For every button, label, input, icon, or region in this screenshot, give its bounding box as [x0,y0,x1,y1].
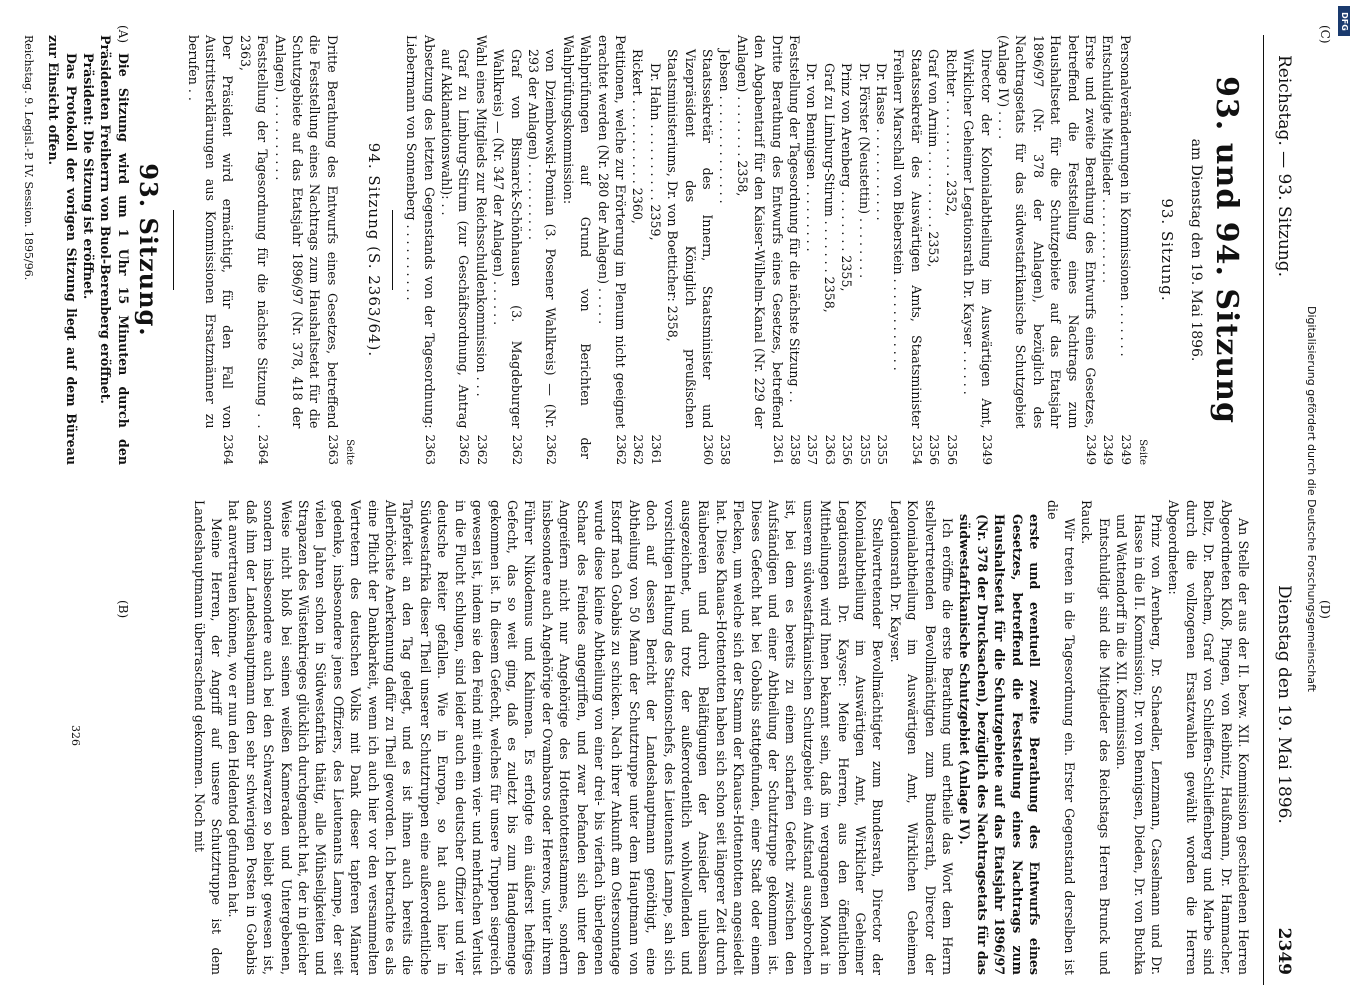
toc-entry [646,35,663,465]
toc-entry [716,35,733,465]
toc-entry [960,35,995,465]
toc-entry-text: Dr. Förster (Neustettin) . . . . . . . . [856,63,872,279]
toc-entry-page: 2355 [875,434,890,465]
toc-entry-page: 2363 [325,434,340,465]
section-divider [392,210,393,290]
minutes-heading: 93. Sitzung. [134,163,164,337]
toc-entry-text: Der Präsident wird ermächtigt, für den Fall von Austrittserklärungen aus Kommissionen Ersatzmänner zu berufen . . [185,35,236,429]
toc-entry [1099,35,1116,465]
toc-entry-text: Rickert . . . . . . . . . . . 2360, [630,49,646,224]
toc-entry-page: 2363 [822,434,837,465]
toc-entry-page: 2362 [544,434,559,465]
kayser-speech: Stellvertretender Bevollmächtigter zum Bundesrath, Director der Kolonialabtheilung im Auswärtigen Amt, Wirklicher Geheimer Legationsrath Dr. Kayser: Meine Herren, aus den öffentlichen Mittheilungen wird Ihnen bekannt sein, daß im vergangenen Monat in unserem südwestafrikanischen Schutzgebiet ein Aufstand ausgebrochen ist, bei dem es bereits zu einem scharfen Gefecht zwischen den Aufständigen und einer Abtheilung der Schutztruppe gekommen ist. Dieses Gefecht hat bei Gobabis stattgefunden, einer Stadt oder einem Flecken, um welche sich der Stamm der Khauas-Hottentotten angesiedelt hat. Diese Khauas-Hottentotten haben sich schon seit längerer Zeit durch Räubereien und durch Beläftigungen der Ansiedler unliebsam ausgezeichnet, und trotz der außerordentlich wohlwollenden und vorsichtigen Haltung des Stationschefs, des Lieutenants Lampe, sah sich doch auf dessen Bericht der Landeshauptmann genöthigt, eine Abtheilung von 50 Mann der Schutztruppe unter dem Hauptmann von Estorff nach Gobabis zu schicken. Nach ihrer Ankunft am Ostersonntage wurde diese kleine Abtheilung von einer drei- bis vierfach überlegenen Schaar des Feindes angegriffen, und zwar befanden sich unter den Angreifern nicht nur Angehörige des Hottentottenstammes, sondern insbesondere auch Angehörige der Ovambaros oder Hereros, unter ihrem Führer Nikodemus und Kahimena. Es erfolgte ein äußerst heftiges Gefecht, das so weit ging, daß es zuletzt bis zum Handgemenge gekommen ist. In diesem Gefecht, welches für unsere Truppen siegreich gewesen ist, indem sie den Feind mit einem vier- und mehrfachen Verlust in die Flucht schlugen, sind leider auch ein deutscher Offizier und vier deutsche Reiter gefallen. Wie in Europa, so hat auch hier in Südwestafrika dieser Theil unserer Schutztruppen eine außerordentliche Tapferkeit an den Tag gelegt, und es ist ihnen auch bereits die Allerhöchste Anerkennung dafür zu Theil geworden. Ich betrachte es als eine Pflicht der Dankbarkeit, wenn ich auch hier vor den versammelten Vertretern des deutschen Volks mit Dank dieser tapferen Männer gedenke, insbesondere jenes Offiziers, des Lieutenants Lampe, der seit vielen Jahren schon in Südwestafrika thätig, alle Mühseligkeiten und Strapazen des Wüstenkrieges glücklich durchgemacht hat, der in gleicher Weise nicht bloß bei seinen weißen Kameraden und Untergebenen, sondern insbesondere auch bei den Schwarzen so beliebt gewesen ist, daß ihm der Landeshauptmann den sehr schwierigen Posten in Gobabis hat anvertrauen können, wo er nun den Heldentod gefunden hat. [226,500,886,975]
right-paragraph: Ich eröffne die erste Berathung und ertheile das Wort dem Herrn stellvertretenden Bevollmächtigten zum Bundesrath, Director der Kolonialabtheilung im Auswärtigen Amt, Wirklichen Geheimen Legationsrath Dr. Kayser. [887,500,956,975]
toc-entry-text: Entschuldigte Mitglieder . . . . . . . . . . . [1100,35,1116,283]
toc-entry-text: Graf zu Limburg-Stirum (zur Geschäftsordnung, Antrag auf Akklamationswahl): . . [438,49,472,429]
toc-entry [1116,35,1133,465]
toc-entry-text: Staatssekretär des Auswärtigen Amts, Staatsminister Freiherr Marschall von Bieberstein . . . . . . . . . . . . [891,49,924,429]
right-paragraph: Entschuldigt sind die Mitglieder des Reichstags Herren Brunck und Rauck. [1079,500,1112,975]
digitization-credit: Digitalisierung gefördert durch die Deutsche Forschungsgemeinschaft [1305,306,1318,692]
toc-entry [438,35,473,465]
toc-entry [271,35,341,465]
toc-entry-page: 2362 [474,434,489,465]
toc-entry [925,35,942,465]
toc-entry-page: 2356 [927,434,942,465]
left-column [21,35,1252,465]
page-footer-number: 326 [69,725,82,746]
toc-entry-page: 2349 [979,434,994,465]
toc-entry [525,35,560,465]
toc-entry-text: Wahlprüfungen auf Grund von Berichten der Wahlprüfungskommission: [560,35,594,459]
toc-entry [855,35,872,465]
section-94-heading: 94. Sitzung (S. 2363/64). [364,142,383,358]
right-paragraph: Meine Herren, der Angriff auf unsere Schutztruppe ist dem Landeshauptmann überraschend gekommen. Noch mit [191,500,225,975]
toc-entry-page: 2357 [805,434,820,465]
toc-entry [629,35,646,465]
margin-letter-c: (C) [1318,25,1332,44]
toc-entry-text: Dr. Hasse . . . . . . . . . . . . [874,63,890,221]
toc-entry-text: Petitionen, welche zur Erörterung im Plenum nicht geeignet erachtet werden (Nr. 280 der Anlagen) . . . . . [595,35,628,429]
toc-entry [786,35,803,465]
toc-entry-page: 2356 [944,434,959,465]
section-93-heading: 93. Sitzung. [1157,198,1176,302]
right-column [102,500,1252,975]
toc-entry-page: 2361 [648,434,663,465]
toc-entry-text: Dritte Berathung des Entwurfs eines Gesetzes, betreffend den Abgabentarif für den Kaiser-Wilhelm-Kanal (Nr. 229 der Anlagen) . . . . . . . . 2358, [734,35,785,429]
toc-entry-page: 2354 [909,434,924,465]
toc-entry-page: 2362 [509,434,524,465]
toc-entry-text: Dritte Berathung des Entwurfs eines Gesetzes, betreffend die Feststellung eines Nachtrags zum Haushaltsetat für die Schutzgebiete auf das Etatsjahr 1896/97 (Nr. 378, 418 der Anlagen) . . . . . . . . . . . [272,35,340,429]
toc-entry-page: 2364 [256,434,271,465]
toc-entry-text: Graf von Bismarck-Schönhausen (3. Magdeburger Wahlkreis) — (Nr. 347 der Anlagen) . . . . . . [491,49,524,429]
toc-entry-text: Dr. von Bennigsen . . . . . . . . . [804,63,820,252]
right-paragraph: An Stelle der aus der II. bezw. XII. Kommission geschiedenen Herren Abgeordneten Kloß, Pingen, von Reibnitz, Haußmann, Dr. Hammacher, Boltz, Dr. Bachem, Graf von Schlieffen-Schlieffenberg und Marbe sind durch die vollzogenen Ersatzwahlen gewählt worden die Herren Abgeordneten: [1166,500,1251,975]
toc-entry-text: Prinz von Arenberg . . . . . . . . 2355, [839,63,855,292]
toc-entry-page: 2362 [614,434,628,465]
toc-entry-page: 2356 [840,434,855,465]
agenda-item-bold: erste und eventuell zweite Berathung des Entwurfs eines Gesetzes, betreffend die Feststellung eines Nachtrags zum Haushaltsetat für die Schutzgebiete auf das Etatsjahr 1896/97 (Nr. 378 der Drucksachen), bezüglich des Nachtragsetats für das südwestafrikanische Schutzgebiet (Anlage IV). [957,514,1043,975]
toc-entry-page: 2362 [457,434,472,465]
toc-entry-text: Staatssekretär des Innern, Staatsminister und Vizepräsident des Königlich preußischen Staatsministeriums, Dr. von Boetticher: 2358, [665,49,716,429]
toc-entry-page: 2349 [1118,434,1133,465]
toc-entry-page: 2363 [422,434,437,465]
toc-entry-text: Jebsen . . . . . . . . . . . . . . [717,49,733,204]
protocol-note: Das Protokoll der vorigen Sitzung liegt auf dem Büreau zur Einsicht offen. [46,35,79,465]
section-divider-2 [173,210,174,290]
toc-entry-page: 2358 [718,434,733,465]
sitzung-title: 93. und 94. Sitzung [1209,76,1244,424]
president-statement: Präsident: Die Sitzung ist eröffnet. [81,53,97,300]
toc-entry [490,35,525,465]
toc-entry-text: Graf zu Limburg-Stirum . . . . . . . 2358, [821,63,837,313]
toc-93 [403,35,1134,465]
toc-entry [942,35,959,465]
toc-entry-text: Feststellung der Tagesordnung für die nächste Sitzung . . 2363, [237,35,271,429]
toc-entry-page: 2360 [701,434,716,465]
toc-entry [594,35,629,465]
header-left: Reichstag. — 93. Sitzung. [1274,55,1294,278]
opening-paragraph: Die Sitzung wird um 1 Uhr 15 Minuten durch den Präsidenten Freiherrn von Buol-Berenberg eröffnet. [98,35,131,465]
sitzung-date: am Dienstag den 19. Mai 1896. [1188,138,1204,362]
toc-entry-page: 2364 [221,434,236,465]
toc-entry-text: Wahl eines Mitglieds zur Reichsschuldenkommission . . . [473,35,489,397]
toc-entry-text: Erste und zweite Berathung des Entwurfs eines Gesetzes, betreffend die Feststellung eines Nachtrags zum Haushaltsetat für die Schutzgebiete auf das Etatsjahr 1896/97 (Nr. 378 der Anlagen), bezüglich des Nachtragsetats für das südwestafrikanische Schutzgebiet (Anlage IV) . . . . [995,35,1098,429]
running-header [1264,25,1300,985]
toc-entry-text: Graf von Arnim . . . . . . . . . . 2353, [926,49,942,268]
dfg-logo-text: DFG [1339,11,1349,31]
right-paragraph: Wir treten in die Tagesordnung ein. Erster Gegenstand derselben ist die [1044,500,1077,975]
toc-entry-text: Feststellung der Tagesordnung für die nächste Sitzung . . [787,35,803,403]
toc-entry-text: von Dziembowski-Pomian (3. Posener Wahlkreis) — (Nr. 293 der Anlagen) . . . . . . . . . . [525,49,559,429]
header-rule [1263,35,1264,985]
toc-entry-page: 2349 [1083,434,1098,465]
toc-entry-page: 2362 [631,434,646,465]
toc-entry [890,35,925,465]
toc-entry-text: Absetzung des letzten Gegenstands von der Tagesordnung: Liebermann von Sonnenberg . . . . . . . . . . [404,35,437,429]
seite-label-94: Seite [344,439,356,465]
toc-entry-page: 2361 [770,434,785,465]
toc-entry [559,35,594,465]
session-footer: Reichstag. 9. Legisl.-P. IV. Session. 1895/96. [21,35,35,281]
toc-entry [838,35,855,465]
toc-entry-page: 2349 [1101,434,1116,465]
toc-94 [184,35,341,465]
toc-entry [803,35,820,465]
toc-entry [236,35,271,465]
toc-entry [472,35,489,465]
right-paragraph: Prinz von Arenberg, Dr. Schaedler, Lenzmann, Casselmann und Dr. Hasse in die II. Kommission; Dr. von Bennigsen, Dieden, Dr. von Buchka und Wattendorff in die XII. Kommission. [1114,514,1164,976]
margin-letter-a: (A) [116,25,130,44]
header-date: Dienstag den 19. Mai 1896. [1274,585,1294,824]
toc-entry-page: 2358 [788,434,803,465]
page-number: 2349 [1274,927,1294,975]
seite-label: Seite [1137,439,1149,465]
toc-entry [184,35,236,465]
toc-entry [995,35,1099,465]
toc-entry-text: Richter . . . . . . . . . . 2352, [943,49,959,217]
margin-letter-b: (B) [116,600,130,619]
margin-letter-d: (D) [1318,600,1332,619]
toc-entry-text: Dr. Hahn . . . . . . . . . . 2359, [647,63,663,241]
dfg-logo-icon [1338,6,1350,36]
toc-entry-text: Director der Kolonialabtheilung im Auswärtigen Amt, Wirklicher Geheimer Legationsrath Dr. Kayser . . . . . . [961,49,994,429]
toc-entry [403,35,438,465]
toc-entry [820,35,837,465]
toc-entry [664,35,716,465]
toc-entry-page: 2355 [857,434,872,465]
toc-entry [733,35,785,465]
toc-entry-text: Personalveränderungen in Kommissionen . . . . . . . [1117,35,1133,357]
toc-entry [873,35,890,465]
